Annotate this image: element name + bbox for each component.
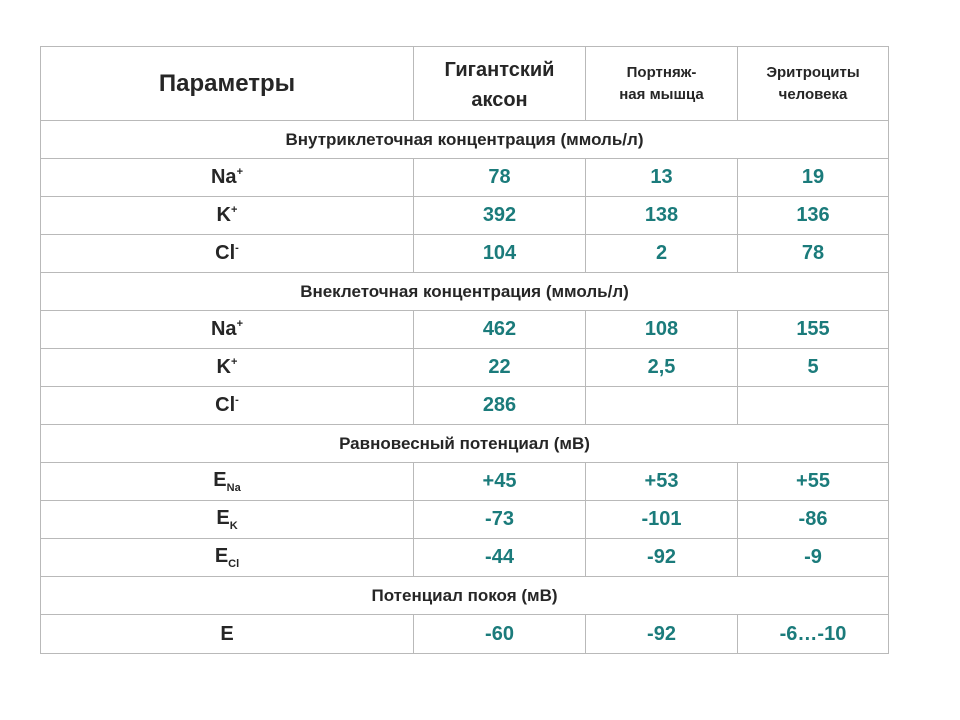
row-label: E [41,615,414,654]
row-label: Cl- [41,387,414,425]
header-rbc-line1: Эритроциты [766,63,860,81]
value-cell: 136 [738,197,889,235]
header-axon-line1: Гигантский [444,59,555,81]
value-cell: +53 [586,463,738,501]
value-cell: 155 [738,311,889,349]
section-resting-potential: Потенциал покоя (мВ) [41,577,889,615]
value-cell: 2,5 [586,349,738,387]
section-row [41,577,889,615]
row-label: K+ [41,197,414,235]
header-muscle-line2: ная мышца [619,85,704,103]
row-label: $E_{Cl}$ [41,539,414,577]
header-erythrocytes [738,47,889,121]
value-cell: 19 [738,159,889,197]
section-row [41,425,889,463]
table-row [41,311,889,349]
value-cell [586,387,738,425]
value-cell: 108 [586,311,738,349]
value-cell: 13 [586,159,738,197]
value-cell: 138 [586,197,738,235]
value-cell: -92 [586,615,738,654]
section-extracellular: Внеклеточная концентрация (ммоль/л) [41,273,889,311]
header-sartorius-muscle [586,47,738,121]
value-cell: -101 [586,501,738,539]
table-row [41,501,889,539]
table-row [41,235,889,273]
table-row [41,197,889,235]
section-equilibrium-potential: Равновесный потенциал (мВ) [41,425,889,463]
table-row [41,387,889,425]
row-label: $E_{Na}$ [41,463,414,501]
table-row [41,349,889,387]
value-cell: -44 [414,539,586,577]
table-row [41,463,889,501]
parameters-table [40,46,889,654]
section-row [41,273,889,311]
value-cell [738,387,889,425]
row-label: $E_K$ [41,501,414,539]
row-label: Cl- [41,235,414,273]
row-label: K+ [41,349,414,387]
value-cell: +45 [414,463,586,501]
value-cell: +55 [738,463,889,501]
section-intracellular: Внутриклеточная концентрация (ммоль/л) [41,121,889,159]
value-cell: 462 [414,311,586,349]
value-cell: 104 [414,235,586,273]
row-label: Na+ [41,159,414,197]
value-cell: -6…-10 [738,615,889,654]
value-cell: -9 [738,539,889,577]
header-muscle-line1: Портняж- [626,63,697,81]
value-cell: 2 [586,235,738,273]
value-cell: -73 [414,501,586,539]
header-axon-line2: аксон [471,89,528,111]
table-row [41,159,889,197]
value-cell: 392 [414,197,586,235]
value-cell: 22 [414,349,586,387]
section-row [41,121,889,159]
table-row [41,539,889,577]
value-cell: -92 [586,539,738,577]
table-row [41,615,889,654]
value-cell: -86 [738,501,889,539]
header-parameters: Параметры [41,47,414,121]
value-cell: 78 [738,235,889,273]
value-cell: -60 [414,615,586,654]
row-label: Na+ [41,311,414,349]
value-cell: 78 [414,159,586,197]
header-row [41,47,889,121]
header-giant-axon [414,47,586,121]
header-rbc-line2: человека [778,85,848,103]
value-cell: 5 [738,349,889,387]
value-cell: 286 [414,387,586,425]
